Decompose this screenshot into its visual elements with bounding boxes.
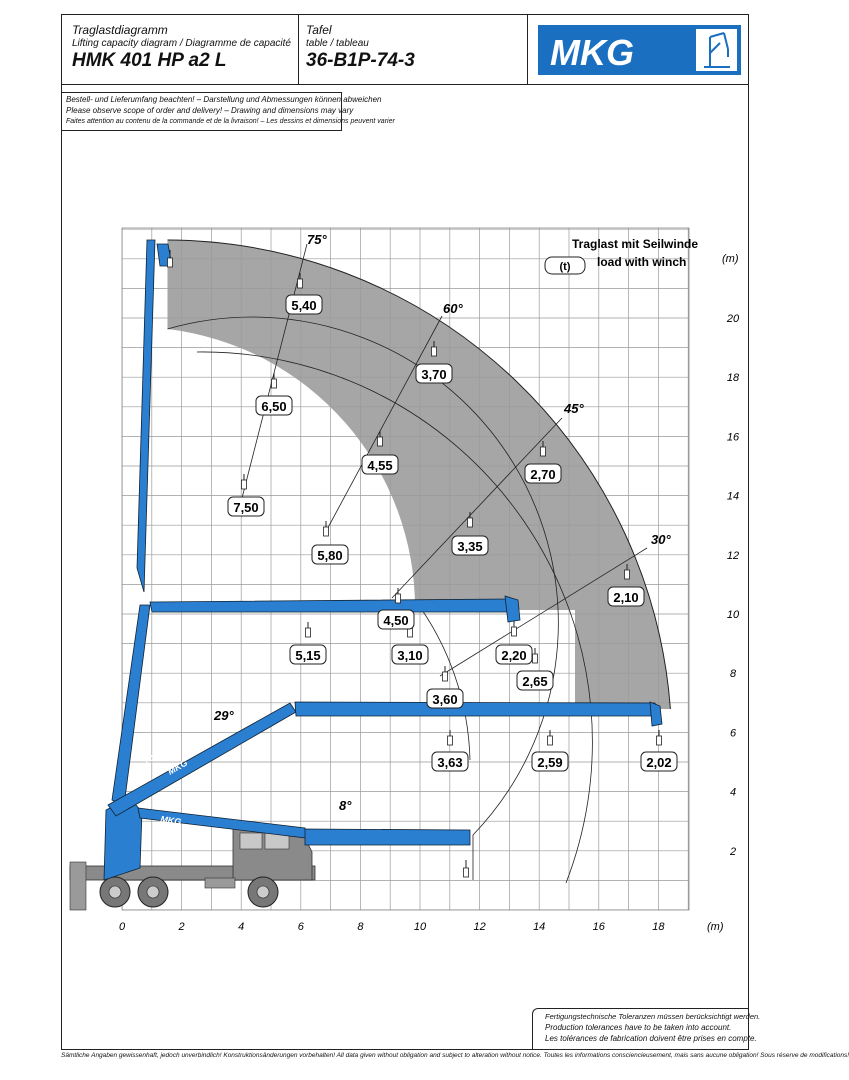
load-value-h7-tip: 2,02 bbox=[646, 755, 672, 770]
hook-icon bbox=[324, 521, 329, 536]
hook-icon bbox=[306, 622, 311, 637]
angle-label-60: 60° bbox=[443, 301, 463, 316]
boom-mkg-label: MKG bbox=[159, 814, 182, 827]
title-de: Traglastdiagramm bbox=[72, 23, 168, 37]
y-tick-label: 2 bbox=[729, 845, 737, 858]
hook-icon bbox=[512, 621, 517, 636]
table-en-fr: table / tableau bbox=[306, 38, 369, 49]
x-tick-label: 18 bbox=[652, 921, 665, 933]
y-tick-label: 12 bbox=[726, 549, 740, 562]
model-name: HMK 401 HP a2 L bbox=[72, 50, 227, 71]
tolerance-en: Production tolerances have to be taken into account. bbox=[545, 1023, 732, 1032]
hook-icon bbox=[242, 474, 247, 489]
load-value-a75-inner: 7,50 bbox=[233, 500, 259, 515]
hook-icon bbox=[464, 860, 469, 877]
angle-label-8: 8° bbox=[339, 798, 352, 813]
boom-horizontal-7m bbox=[295, 702, 656, 716]
logo-text: MKG bbox=[550, 32, 634, 73]
table-de: Tafel bbox=[306, 23, 332, 37]
y-tick-label: 10 bbox=[726, 609, 740, 621]
load-value-h7-inner: 3,63 bbox=[437, 755, 463, 770]
tolerance-fr: Les tolérances de fabrication doivent être prises en compte. bbox=[545, 1034, 757, 1043]
x-axis-ticks bbox=[119, 921, 665, 933]
load-value-h10-inner: 5,15 bbox=[295, 648, 321, 663]
y-tick-label: 18 bbox=[726, 372, 740, 385]
boom-horizontal-10m bbox=[150, 599, 512, 612]
footer-disclaimer: Sämtliche Angaben gewissenhaft, jedoch unverbindlich! Konstruktionsänderungen vorbehalten! All data given without obligation and subject to alteration without notice. Toutes les informations consciencieusement, mais sans aucune obligation! Sous réserve de modifications! bbox=[61, 1052, 849, 1059]
notice-en: Please observe scope of order and delivery! – Drawing and dimensions may vary bbox=[66, 106, 354, 115]
load-value-a75-mid: 6,50 bbox=[261, 399, 287, 414]
x-tick-label: 8 bbox=[357, 921, 364, 933]
y-tick-label: 8 bbox=[729, 668, 737, 681]
title-en-fr: Lifting capacity diagram / Diagramme de capacité bbox=[72, 38, 291, 49]
y-axis-ticks bbox=[726, 313, 740, 858]
legend-line2: load with winch bbox=[597, 255, 687, 269]
load-value-a30-inner: 3,60 bbox=[432, 692, 458, 707]
boom-tip-10m bbox=[505, 596, 520, 622]
x-tick-label: 6 bbox=[297, 921, 304, 933]
boom-inner-arm-29 bbox=[108, 703, 296, 816]
load-value-a60-outer: 3,70 bbox=[421, 367, 447, 382]
boom-horizontal-8 bbox=[305, 829, 470, 845]
x-tick-label: 0 bbox=[118, 921, 126, 933]
x-tick-label: 2 bbox=[178, 921, 185, 933]
hook-icon bbox=[443, 666, 448, 681]
load-value-a45-inner: 4,50 bbox=[383, 613, 409, 628]
angle-label-30: 30° bbox=[651, 532, 671, 547]
y-tick-label: 6 bbox=[729, 727, 737, 740]
load-value-h10-mid: 3,10 bbox=[397, 648, 423, 663]
table-code: 36-B1P-74-3 bbox=[306, 50, 415, 71]
legend-line1: Traglast mit Seilwinde bbox=[572, 237, 699, 251]
boom-inner-arm-a bbox=[112, 605, 150, 806]
hook-icon bbox=[272, 373, 277, 388]
x-tick-label: 10 bbox=[413, 921, 427, 933]
boom-vertical bbox=[137, 240, 155, 592]
y-tick-label: 16 bbox=[726, 431, 740, 444]
load-value-a45-outer: 2,70 bbox=[530, 467, 556, 482]
load-value-a30-mid: 2,20 bbox=[501, 648, 527, 663]
x-tick-label: 12 bbox=[473, 921, 486, 933]
angle-label-45: 45° bbox=[564, 401, 584, 416]
working-range-area bbox=[168, 240, 671, 709]
x-axis-unit: (m) bbox=[707, 921, 724, 933]
load-value-a75-outer: 5,40 bbox=[291, 298, 317, 313]
legend-unit: (t) bbox=[559, 261, 571, 273]
load-value-h10-tip: 2,65 bbox=[522, 674, 548, 689]
load-value-a60-mid: 4,55 bbox=[367, 458, 393, 473]
load-value-h7-mid: 2,59 bbox=[537, 755, 563, 770]
x-tick-label: 4 bbox=[238, 921, 245, 933]
notice-de: Bestell- und Lieferumfang beachten! – Darstellung und Abmessungen können abweichen bbox=[66, 95, 382, 104]
tolerance-de: Fertigungstechnische Toleranzen müssen berücksichtigt werden. bbox=[545, 1012, 761, 1021]
y-tick-label: 14 bbox=[726, 490, 740, 503]
angle-label-29: 29° bbox=[214, 708, 234, 723]
angle-label-75: 75° bbox=[307, 232, 327, 247]
x-tick-label: 14 bbox=[533, 921, 546, 933]
notice-fr: Faites attention au contenu de la commande et de la livraison! – Les dessins et dimensions peuvent varier bbox=[66, 118, 395, 125]
hook-icon bbox=[533, 648, 538, 663]
boom-mkg-label: MKG bbox=[166, 757, 190, 777]
x-tick-label: 16 bbox=[592, 921, 605, 933]
y-tick-label: 4 bbox=[729, 786, 737, 799]
boom-mkg-label: MKG bbox=[138, 752, 157, 776]
load-value-a30-outer: 2,10 bbox=[613, 590, 639, 605]
load-value-a60-inner: 5,80 bbox=[317, 548, 343, 563]
y-axis-unit: (m) bbox=[722, 253, 739, 265]
y-tick-label: 20 bbox=[726, 313, 740, 325]
load-value-a45-mid: 3,35 bbox=[457, 539, 483, 554]
